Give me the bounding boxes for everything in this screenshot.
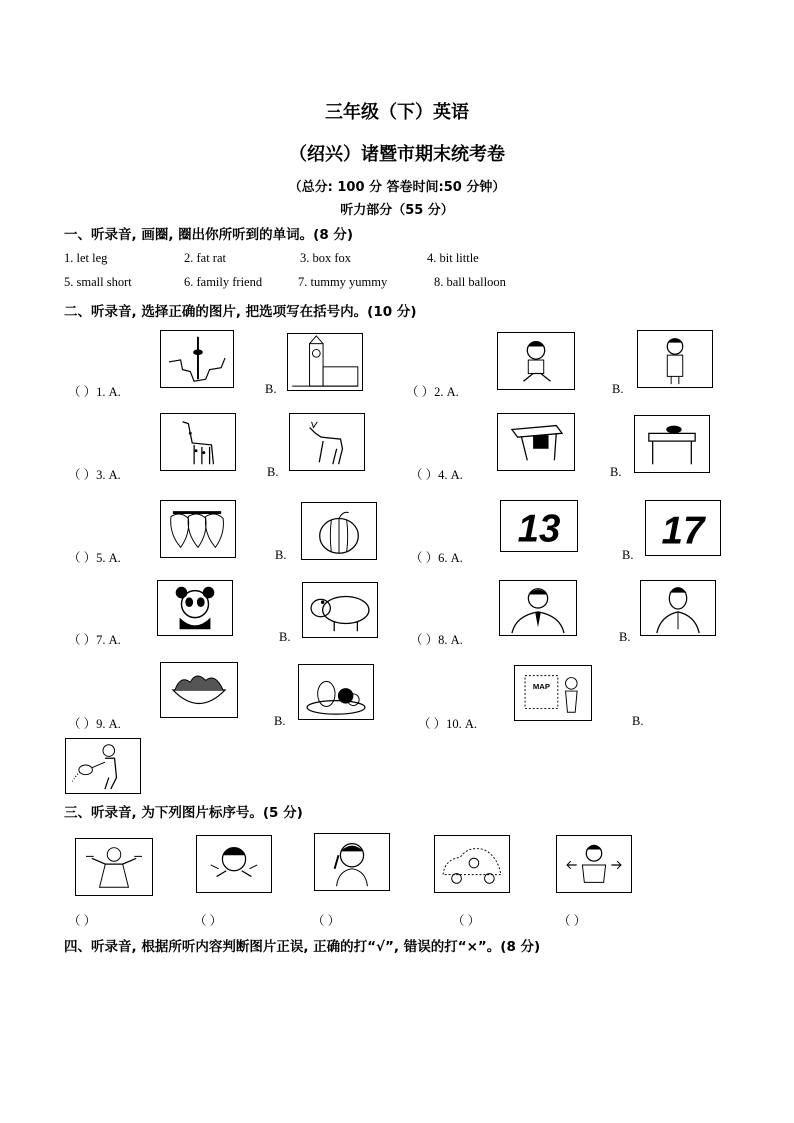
word-pair: 6. family friend <box>184 275 263 289</box>
word-pair: 8. ball balloon <box>434 275 506 289</box>
answer-blank[interactable]: （ ） <box>452 914 481 928</box>
salad-bowl-icon <box>160 662 238 718</box>
kid-car-icon <box>434 835 510 893</box>
option-b-label: B. <box>622 548 634 562</box>
watering-icon <box>65 738 141 794</box>
boy-shrug-icon <box>556 835 632 893</box>
answer-blank[interactable]: （ ） <box>312 914 341 928</box>
section1-heading: 一、听录音, 画圈, 圈出你所听到的单词。(8 分) <box>64 227 354 243</box>
panda-icon <box>157 580 233 636</box>
boy-standing-icon <box>637 330 713 388</box>
question-label: （ ）4. A. <box>410 468 463 482</box>
fruit-plate-icon <box>298 664 374 720</box>
man-tie-icon <box>499 580 577 636</box>
option-b-label: B. <box>632 714 644 728</box>
man-thin-icon <box>640 580 716 636</box>
number-17-text: 17 <box>661 509 705 553</box>
watermelon-icon <box>301 502 377 560</box>
map-reading-icon <box>514 665 592 721</box>
deer-icon <box>289 413 365 471</box>
option-b-label: B. <box>274 714 286 728</box>
part-title: 听力部分（55 分） <box>340 203 454 218</box>
hippo-icon <box>302 582 378 638</box>
question-label: （ ）1. A. <box>68 385 121 399</box>
question-label: （ ）9. A. <box>68 717 121 731</box>
option-b-label: B. <box>612 382 624 396</box>
answer-blank[interactable]: （ ） <box>68 914 97 928</box>
option-b-label: B. <box>279 630 291 644</box>
word-pair: 7. tummy yummy <box>298 275 388 289</box>
boy-ear-icon <box>314 833 390 891</box>
word-pair: 2. fat rat <box>184 251 226 265</box>
boy-sitting-icon <box>497 332 575 390</box>
svg-text:MAP: MAP <box>532 682 550 692</box>
answer-blank[interactable]: （ ） <box>558 914 587 928</box>
section2-heading: 二、听录音, 选择正确的图片, 把选项写在括号内。(10 分) <box>64 304 417 320</box>
question-label: （ ）5. A. <box>68 551 121 565</box>
page-title: 三年级（下）英语 <box>325 102 469 123</box>
section4-heading: 四、听录音, 根据所听内容判断图片正误, 正确的打“√”, 错误的打“×”。(8 分) <box>64 939 541 955</box>
question-label: （ ）8. A. <box>410 633 463 647</box>
answer-blank[interactable]: （ ） <box>194 914 223 928</box>
word-pair: 5. small short <box>64 275 132 289</box>
question-label: （ ）10. A. <box>418 717 478 731</box>
word-pair: 1. let leg <box>64 251 108 265</box>
question-label: （ ）3. A. <box>68 468 121 482</box>
option-b-label: B. <box>267 465 279 479</box>
question-label: （ ）2. A. <box>406 385 459 399</box>
girl-dancing-icon <box>75 838 153 896</box>
desk-icon <box>497 413 575 471</box>
option-b-label: B. <box>610 465 622 479</box>
strawberries-icon <box>160 500 236 558</box>
number-13-text: 13 <box>517 507 561 551</box>
big-ben-icon <box>287 333 363 391</box>
option-b-label: B. <box>265 382 277 396</box>
question-label: （ ）7. A. <box>68 633 121 647</box>
page-subtitle: （绍兴）诸暨市期末统考卷 <box>289 144 505 165</box>
number-17-card <box>645 500 721 556</box>
table-icon <box>634 415 710 473</box>
score-info: （总分: 100 分 答卷时间:50 分钟） <box>288 180 506 195</box>
giraffe-icon <box>160 413 236 471</box>
girl-crying-icon <box>196 835 272 893</box>
option-b-label: B. <box>275 548 287 562</box>
question-label: （ ）6. A. <box>410 551 463 565</box>
option-b-label: B. <box>619 630 631 644</box>
section3-heading: 三、听录音, 为下列图片标序号。(5 分) <box>64 805 303 821</box>
tower-icon <box>160 330 234 388</box>
word-pair: 3. box fox <box>300 251 352 265</box>
word-pair: 4. bit little <box>427 251 479 265</box>
number-13-card <box>500 500 578 552</box>
